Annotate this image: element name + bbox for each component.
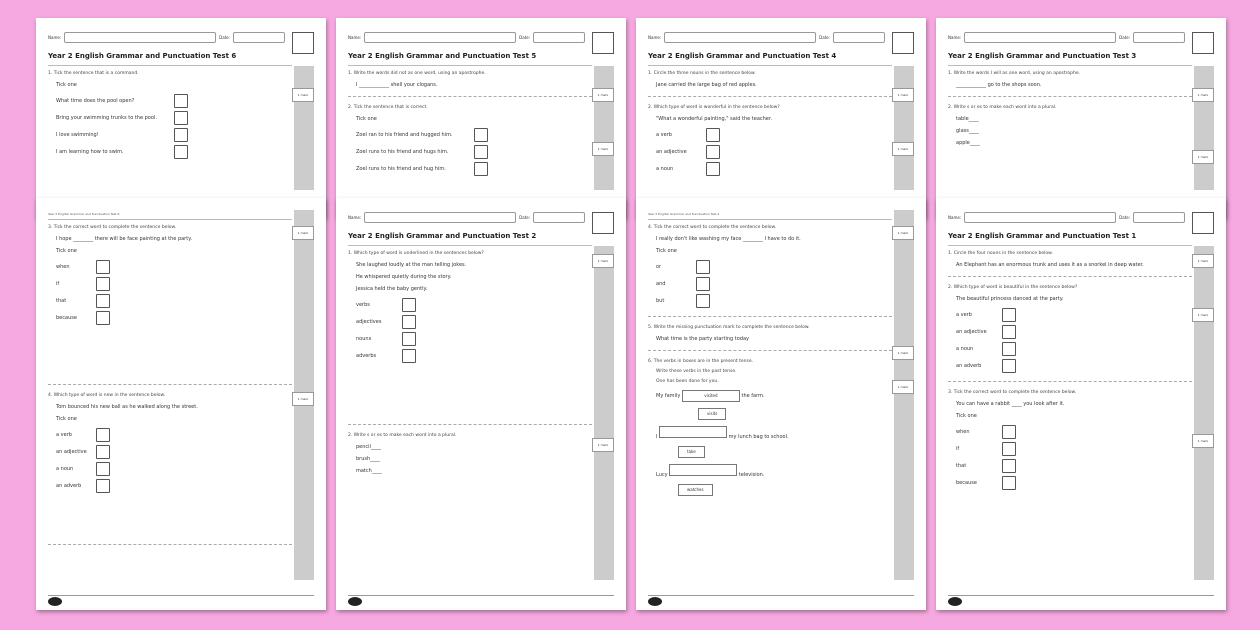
date-field[interactable]	[533, 212, 585, 223]
tick-box[interactable]	[474, 145, 488, 159]
marks-label: 1 mark	[292, 88, 314, 102]
question: 2. Which type of word is wonderful in the sentence below?	[648, 105, 780, 110]
mark-box	[892, 32, 914, 54]
marks-label: 1 mark	[1192, 150, 1214, 164]
question: 1. Tick the sentence that is a command.	[48, 71, 139, 76]
page-title: Year 2 English Grammar and Punctuation Test 1	[948, 232, 1137, 240]
logo-icon	[948, 597, 962, 606]
answer-box[interactable]	[669, 464, 737, 476]
sentence: I ____________ shell your clogans.	[356, 82, 438, 88]
sentence: ____________ go to the shops soon.	[956, 82, 1042, 88]
question: 2. Write s or es to make each word into a plural.	[948, 105, 1057, 110]
page-header: Year 2 English Grammar and Punctuation Test 6	[48, 212, 120, 216]
name-field[interactable]	[964, 32, 1116, 43]
date-field[interactable]	[1133, 32, 1185, 43]
worksheet-test-1: 1 mark 1 mark 1 mark Name: Date: Year 2 English Grammar and Punctuation Test 1 1. Circle the four nouns in the sentence below. An Elephant has an enormous trunk and uses it as a snorkel in deep water. 2. Which type of word is beautiful in the sentence below? The beautiful princess danced at the party. a verb an adjective a noun an adverb 3. Tick the correct word to complete the sentence below. You can have a rabbit ____ you look after it. Tick one when if that because	[936, 198, 1226, 610]
worksheet-test-2: 1 mark 1 mark Name: Date: Year 2 English Grammar and Punctuation Test 2 1. Which type of word is underlined in the sentences below? She laughed loudly at the man telling jokes. He whispered quietly during the story. Jessica held the baby gently. verbs adjectives nouns adverbs 2. Write s or es to make each word into a plural. pencil____ brush____ match____	[336, 198, 626, 610]
question: 6. The verbs in boxes are in the present tense.	[648, 359, 754, 364]
option-row: What time does the pool open?	[56, 94, 292, 108]
instruction: Tick one	[56, 416, 77, 422]
sentence: She laughed loudly at the man telling jokes.	[356, 262, 467, 268]
tick-box[interactable]	[1002, 325, 1016, 339]
instruction: Write these verbs in the past tense.	[656, 369, 737, 374]
marks-label: 1 mark	[892, 88, 914, 102]
question: 1. Write the words I will as one word, using an apostrophe.	[948, 71, 1081, 76]
instruction: Tick one	[56, 248, 77, 254]
instruction: Tick one	[656, 248, 677, 254]
verb-box: watches	[678, 484, 713, 496]
marks-label: 1 mark	[1192, 88, 1214, 102]
page-title: Year 2 English Grammar and Punctuation Test 4	[648, 52, 837, 60]
date-field[interactable]	[833, 32, 885, 43]
tick-box[interactable]	[402, 349, 416, 363]
word: glass____	[956, 128, 979, 134]
tick-box[interactable]	[96, 277, 110, 291]
marks-label: 1 mark	[592, 88, 614, 102]
word: brush____	[356, 456, 381, 462]
margin-bar	[594, 66, 614, 190]
tick-box[interactable]	[96, 445, 110, 459]
page-title: Year 2 English Grammar and Punctuation Test 5	[348, 52, 537, 60]
word: pencil____	[356, 444, 381, 450]
tick-box[interactable]	[474, 128, 488, 142]
page-title: Year 2 English Grammar and Punctuation Test 6	[48, 52, 237, 60]
instruction: Tick one	[956, 413, 977, 419]
date-field[interactable]	[533, 32, 585, 43]
tick-box[interactable]	[96, 311, 110, 325]
tick-box[interactable]	[96, 428, 110, 442]
question: 5. Write the missing punctuation mark to complete the sentence below.	[648, 325, 810, 330]
tick-box[interactable]	[96, 260, 110, 274]
mark-box	[592, 212, 614, 234]
marks-label: 1 mark	[1192, 308, 1214, 322]
tick-box[interactable]	[696, 277, 710, 291]
instruction: Tick one	[56, 82, 77, 88]
answer-box[interactable]: visited	[682, 390, 740, 402]
worksheet-test-4-page-2: 1 mark 1 mark 1 mark Year 2 English Grammar and Punctuation Test 4 4. Tick the correct word to complete the sentence below. I really don't like washing my face ________ I have to do it. Tick one or and but 5. Write the missing punctuation mark to complete the sentence below. What time is the party starting today 6. The verbs in boxes are in the present tense. Write these verbs in the past tense. One has been done for you. My family visited the farm. visits I my lunch bag to school. take Lucy television. watches	[636, 198, 926, 610]
tick-box[interactable]	[402, 332, 416, 346]
logo-icon	[348, 597, 362, 606]
worksheet-test-4: 1 mark 1 mark Name: Date: Year 2 English Grammar and Punctuation Test 4 1. Circle the three nouns in the sentence below. Jane carried the large bag of red apples. 2. Which type of word is wonderful in the sentence below? "What a wonderful painting," said the teacher. a verb an adjective a noun	[636, 18, 926, 218]
verb-box: visits	[698, 408, 726, 420]
marks-label: 1 mark	[892, 346, 914, 360]
word: apple____	[956, 140, 980, 146]
mark-box	[1192, 32, 1214, 54]
sentence: What time is the party starting today	[656, 336, 749, 342]
tick-box[interactable]	[402, 315, 416, 329]
mark-box	[592, 32, 614, 54]
sentence: You can have a rabbit ____ you look after it.	[956, 401, 1065, 407]
page-header: Year 2 English Grammar and Punctuation Test 4	[648, 212, 720, 216]
tick-box[interactable]	[174, 111, 188, 125]
date-field[interactable]	[1133, 212, 1185, 223]
sentence: Jessica held the baby gently.	[356, 286, 428, 292]
sentence: Tom bounced his new ball as he walked along the street.	[56, 404, 198, 410]
page-title: Year 2 English Grammar and Punctuation Test 3	[948, 52, 1137, 60]
sentence: He whispered quietly during the story.	[356, 274, 452, 280]
mark-box	[292, 32, 314, 54]
question: 1. Circle the four nouns in the sentence below.	[948, 251, 1053, 256]
sentence: I hope ________ there will be face painting at the party.	[56, 236, 193, 242]
tick-box[interactable]	[1002, 359, 1016, 373]
tick-box[interactable]	[706, 128, 720, 142]
question: 3. Tick the correct word to complete the sentence below.	[48, 225, 177, 230]
marks-label: 1 mark	[1192, 434, 1214, 448]
marks-label: 1 mark	[892, 142, 914, 156]
instruction: Tick one	[356, 116, 377, 122]
tick-box[interactable]	[1002, 459, 1016, 473]
question: 4. Which type of word is new in the sentence below.	[48, 393, 166, 398]
word: match____	[356, 468, 382, 474]
worksheet-test-6	[36, 18, 326, 218]
margin-bar	[294, 66, 314, 190]
answer-box[interactable]	[659, 426, 727, 438]
tick-box[interactable]	[1002, 308, 1016, 322]
sentence: Jane carried the large bag of red apples.	[656, 82, 757, 88]
logo-icon	[648, 597, 662, 606]
marks-label: 1 mark	[592, 438, 614, 452]
sentence: "What a wonderful painting," said the teacher.	[656, 116, 773, 122]
word: table____	[956, 116, 979, 122]
margin-bar	[894, 66, 914, 190]
instruction: One has been done for you.	[656, 379, 719, 384]
marks-label: 1 mark	[292, 226, 314, 240]
name-field[interactable]	[64, 32, 216, 43]
worksheet-test-5: 1 mark 1 mark Name: Date: Year 2 English Grammar and Punctuation Test 5 1. Write the words did not as one word, using an apostrophe. I ____________ shell your clogans. 2. Tick the sentence that is correct. Tick one Zoel ran to his friend and hugged him. Zoel runs to his friend and hugs him. Zoel runs to his friend and hug him.	[336, 18, 626, 218]
worksheet-test-3: 1 mark 1 mark Name: Date: Year 2 English Grammar and Punctuation Test 3 1. Write the words I will as one word, using an apostrophe. ____________ go to the shops soon. 2. Write s or es to make each word into a plural. table____ glass____ apple____	[936, 18, 1226, 218]
name-field[interactable]	[664, 32, 816, 43]
margin-bar	[1194, 246, 1214, 580]
marks-label: 1 mark	[592, 142, 614, 156]
sentence: The beautiful princess danced at the party.	[956, 296, 1064, 302]
name-label: Name:	[48, 35, 62, 40]
name-field[interactable]	[364, 32, 516, 43]
sentence: An Elephant has an enormous trunk and uses it as a snorkel in deep water.	[956, 262, 1144, 268]
marks-label: 1 mark	[592, 254, 614, 268]
marks-label: 1 mark	[292, 392, 314, 406]
name-field[interactable]	[964, 212, 1116, 223]
mark-box	[1192, 212, 1214, 234]
option-row: Bring your swimming trunks to the pool.	[56, 111, 292, 125]
question: 2. Write s or es to make each word into a plural.	[348, 433, 457, 438]
tick-box[interactable]	[706, 145, 720, 159]
question: 1. Write the words did not as one word, using an apostrophe.	[348, 71, 486, 76]
verb-box: take	[678, 446, 705, 458]
date-field[interactable]	[233, 32, 285, 43]
question: 4. Tick the correct word to complete the sentence below.	[648, 225, 777, 230]
name-field[interactable]	[364, 212, 516, 223]
tick-box[interactable]	[696, 294, 710, 308]
tick-box[interactable]	[402, 298, 416, 312]
tick-box[interactable]	[174, 128, 188, 142]
tick-box[interactable]	[1002, 442, 1016, 456]
tick-box[interactable]	[696, 260, 710, 274]
margin-bar	[1194, 66, 1214, 190]
tick-box[interactable]	[474, 162, 488, 176]
tick-box[interactable]	[96, 294, 110, 308]
page-title: Year 2 English Grammar and Punctuation Test 2	[348, 232, 537, 240]
marks-label: 1 mark	[892, 226, 914, 240]
question: 2. Which type of word is beautiful in the sentence below?	[948, 285, 1078, 290]
question: 3. Tick the correct word to complete the sentence below.	[948, 390, 1077, 395]
tick-box[interactable]	[174, 94, 188, 108]
option-row: I am learning how to swim.	[56, 145, 292, 159]
marks-label: 1 mark	[1192, 254, 1214, 268]
tick-box[interactable]	[706, 162, 720, 176]
question: 1. Circle the three nouns in the sentence below.	[648, 71, 756, 76]
sentence: I really don't like washing my face ________ I have to do it.	[656, 236, 801, 242]
question: 1. Which type of word is underlined in the sentences below?	[348, 251, 484, 256]
tick-box[interactable]	[96, 479, 110, 493]
tick-box[interactable]	[174, 145, 188, 159]
question: 2. Tick the sentence that is correct.	[348, 105, 428, 110]
marks-label: 1 mark	[892, 380, 914, 394]
logo-icon	[48, 597, 62, 606]
tick-box[interactable]	[1002, 425, 1016, 439]
option-row: I love swimming!	[56, 128, 292, 142]
tick-box[interactable]	[1002, 476, 1016, 490]
tick-box[interactable]	[96, 462, 110, 476]
tick-box[interactable]	[1002, 342, 1016, 356]
worksheet-test-6-page-2: 1 mark 1 mark Year 2 English Grammar and Punctuation Test 6 3. Tick the correct word to complete the sentence below. I hope ________ there will be face painting at the party. Tick one when if that because 4. Which type of word is new in the sentence below. Tom bounced his new ball as he walked along the street. Tick one a verb an adjective a noun an adverb	[36, 198, 326, 610]
margin-bar	[594, 246, 614, 580]
date-label: Date:	[219, 35, 231, 40]
margin-bar	[894, 210, 914, 580]
